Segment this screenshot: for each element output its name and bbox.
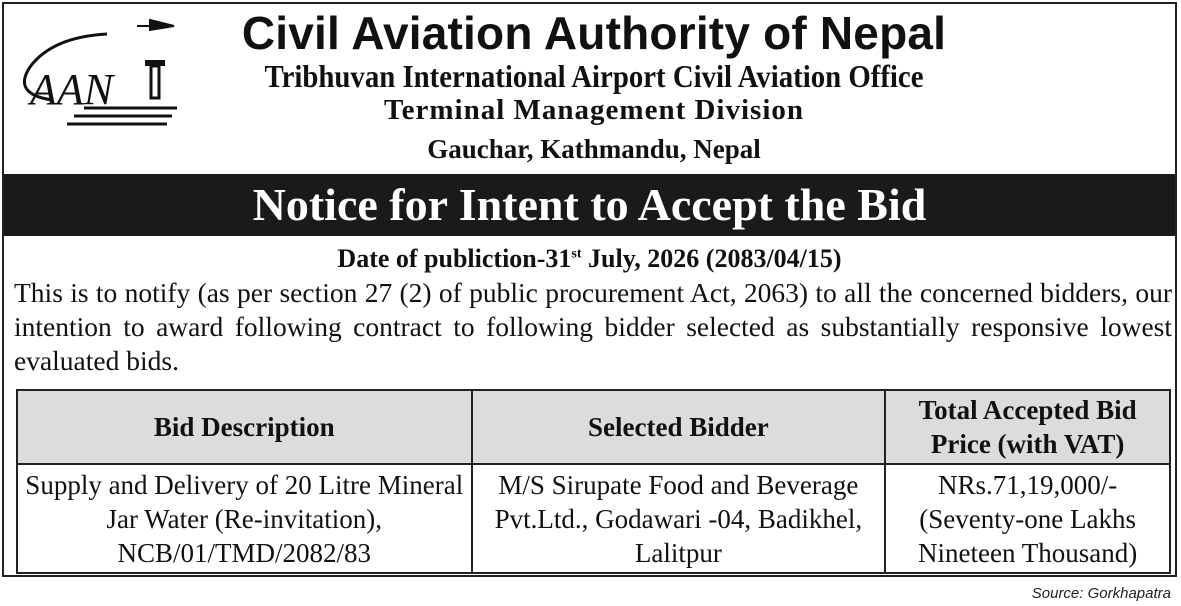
office-location: Gauchar, Kathmandu, Nepal [427,134,761,164]
table-header-row [17,390,1170,464]
svg-text:AAN: AAN [30,65,114,114]
notice-title: Notice for Intent to Accept the Bid [4,174,1175,236]
cell-selected-bidder: M/S Sirupate Food and Beverage Pvt.Ltd., Godawari -04, Badikhel, Lalitpur [472,464,886,573]
office-name: Tribhuvan International Airport Civil Aviation Office [264,58,924,94]
notice-header [4,4,1175,176]
division-name: Terminal Management Division [383,94,805,126]
header-total-price: Total Accepted Bid Price (with VAT) [885,390,1170,464]
date-suffix: July, 2026 (2083/04/15) [581,244,842,273]
bid-table [16,389,1171,574]
table-row [17,464,1170,573]
header-bid-description: Bid Description [17,390,472,464]
cell-total-price: NRs.71,19,000/- (Seventy-one Lakhs Nineteen Thousand) [885,464,1170,573]
publication-date [4,244,1175,274]
date-prefix: Date of publiction-31 [337,244,572,273]
source-credit: Source: Gorkhapatra [1031,585,1171,602]
notice-body: This is to notify (as per section 27 (2) of public procurement Act, 2063) to all the concerned bidders, our intention to award following contract to following bidder selected as substantially responsive lowest evaluated bids. [14,277,1172,376]
org-name: Civil Aviation Authority of Nepal [241,7,947,59]
date-superscript: st [571,246,582,262]
header-selected-bidder: Selected Bidder [472,390,886,464]
cell-bid-description: Supply and Delivery of 20 Litre Mineral Jar Water (Re-invitation), NCB/01/TMD/2082/83 [17,464,472,573]
notice-frame [2,2,1177,577]
